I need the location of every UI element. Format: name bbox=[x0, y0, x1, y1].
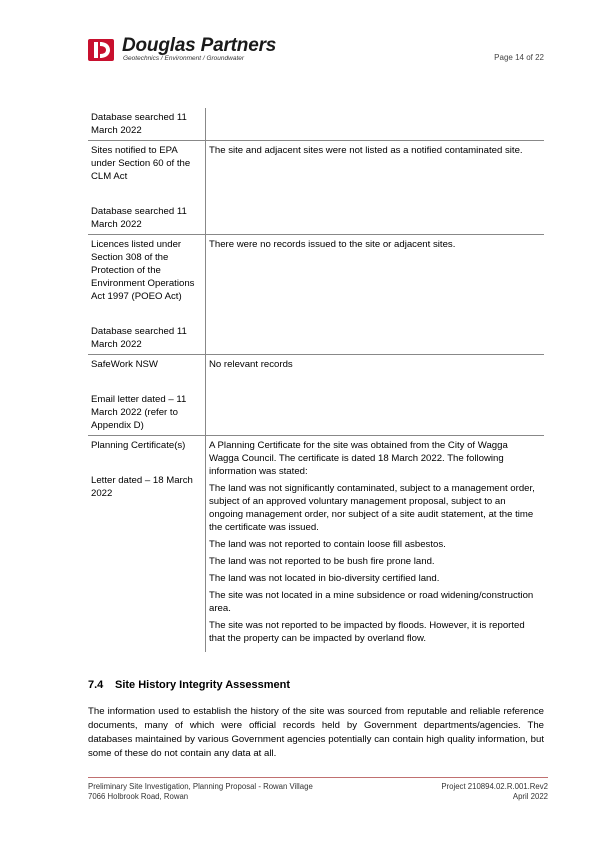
table-cell-finding bbox=[206, 141, 545, 235]
table-cell-source bbox=[88, 108, 206, 141]
table-cell-source bbox=[88, 235, 206, 355]
table-row bbox=[88, 436, 544, 653]
source-text: SafeWork NSW bbox=[91, 359, 158, 370]
finding-text: The land was not reported to contain loose fill asbestos. bbox=[209, 539, 446, 550]
cell-spacer bbox=[91, 452, 201, 474]
source-text: Database searched 11 March 2022 bbox=[91, 326, 187, 350]
footer-project-title: Preliminary Site Investigation, Planning Proposal - Rowan Village bbox=[88, 782, 313, 791]
table-body bbox=[88, 108, 544, 652]
finding-text: The site was not located in a mine subsidence or road widening/construction area. bbox=[209, 590, 534, 614]
table-cell-finding bbox=[206, 108, 545, 141]
finding-text: The land was not located in bio-diversity certified land. bbox=[209, 573, 440, 584]
table-cell-finding bbox=[206, 436, 545, 653]
table-cell-source bbox=[88, 355, 206, 436]
section-number: 7.4 bbox=[88, 679, 104, 691]
table-cell-source bbox=[88, 436, 206, 653]
company-name: Douglas Partners bbox=[122, 35, 277, 56]
cell-spacer bbox=[91, 371, 201, 393]
finding-text: There were no records issued to the site or adjacent sites. bbox=[209, 239, 456, 250]
table-row bbox=[88, 235, 544, 355]
table-cell-finding bbox=[206, 355, 545, 436]
table-cell-finding bbox=[206, 235, 545, 355]
source-text: Licences listed under Section 308 of the Protection of the Environment Operations Act 1997 (POEO Act) bbox=[91, 239, 195, 302]
source-text: Planning Certificate(s) bbox=[91, 440, 186, 451]
source-text: Sites notified to EPA under Section 60 of the CLM Act bbox=[91, 145, 191, 182]
footer-right bbox=[441, 782, 548, 801]
cell-spacer bbox=[91, 183, 201, 205]
page-number: Page 14 of 22 bbox=[494, 53, 544, 62]
footer-date: April 2022 bbox=[512, 791, 548, 801]
finding-text: A Planning Certificate for the site was obtained from the City of Wagga Wagga Council. The certificate is dated 18 March 2022. The following information was stated: bbox=[209, 440, 508, 477]
douglas-partners-logo-icon bbox=[88, 39, 114, 61]
table-row bbox=[88, 108, 544, 141]
source-text: Email letter dated – 11 March 2022 (refer to Appendix D) bbox=[91, 394, 187, 431]
section-title: Site History Integrity Assessment bbox=[115, 679, 291, 691]
footer-divider bbox=[88, 777, 548, 778]
finding-text: The land was not significantly contaminated, subject to a management order, subject of an approved voluntary management proposal, subject to an ongoing management order, nor subject of a site audit statement, at the time the certificate was issued. bbox=[209, 483, 535, 533]
footer-project-number: Project 210894.02.R.001.Rev2 bbox=[441, 782, 548, 791]
page-header bbox=[88, 36, 548, 68]
cell-spacer bbox=[91, 303, 201, 325]
section-paragraph: The information used to establish the history of the site was sourced from reputable and reliable reference documents, many of which were official records held by Government departments/agencies. The databases maintained by various Government agencies potentially can contain high quality information, but some of these do not contain any data at all. bbox=[88, 706, 544, 759]
company-tagline: Geotechnics / Environment / Groundwater bbox=[123, 55, 245, 62]
table-row bbox=[88, 141, 544, 235]
table-row bbox=[88, 355, 544, 436]
finding-text: No relevant records bbox=[209, 359, 293, 370]
footer-left bbox=[88, 782, 313, 801]
source-text: Database searched 11 March 2022 bbox=[91, 206, 187, 230]
footer-address: 7066 Holbrook Road, Rowan bbox=[88, 791, 189, 801]
site-history-table bbox=[88, 108, 544, 652]
finding-text: The land was not reported to be bush fire prone land. bbox=[209, 556, 435, 567]
source-text: Letter dated – 18 March 2022 bbox=[91, 475, 193, 499]
finding-text: The site was not reported to be impacted by floods. However, it is reported that the property can be impacted by overland flow. bbox=[209, 620, 525, 644]
table-cell-source bbox=[88, 141, 206, 235]
section-heading bbox=[88, 679, 290, 691]
source-text: Database searched 11 March 2022 bbox=[91, 112, 187, 136]
finding-text: The site and adjacent sites were not listed as a notified contaminated site. bbox=[209, 145, 523, 156]
